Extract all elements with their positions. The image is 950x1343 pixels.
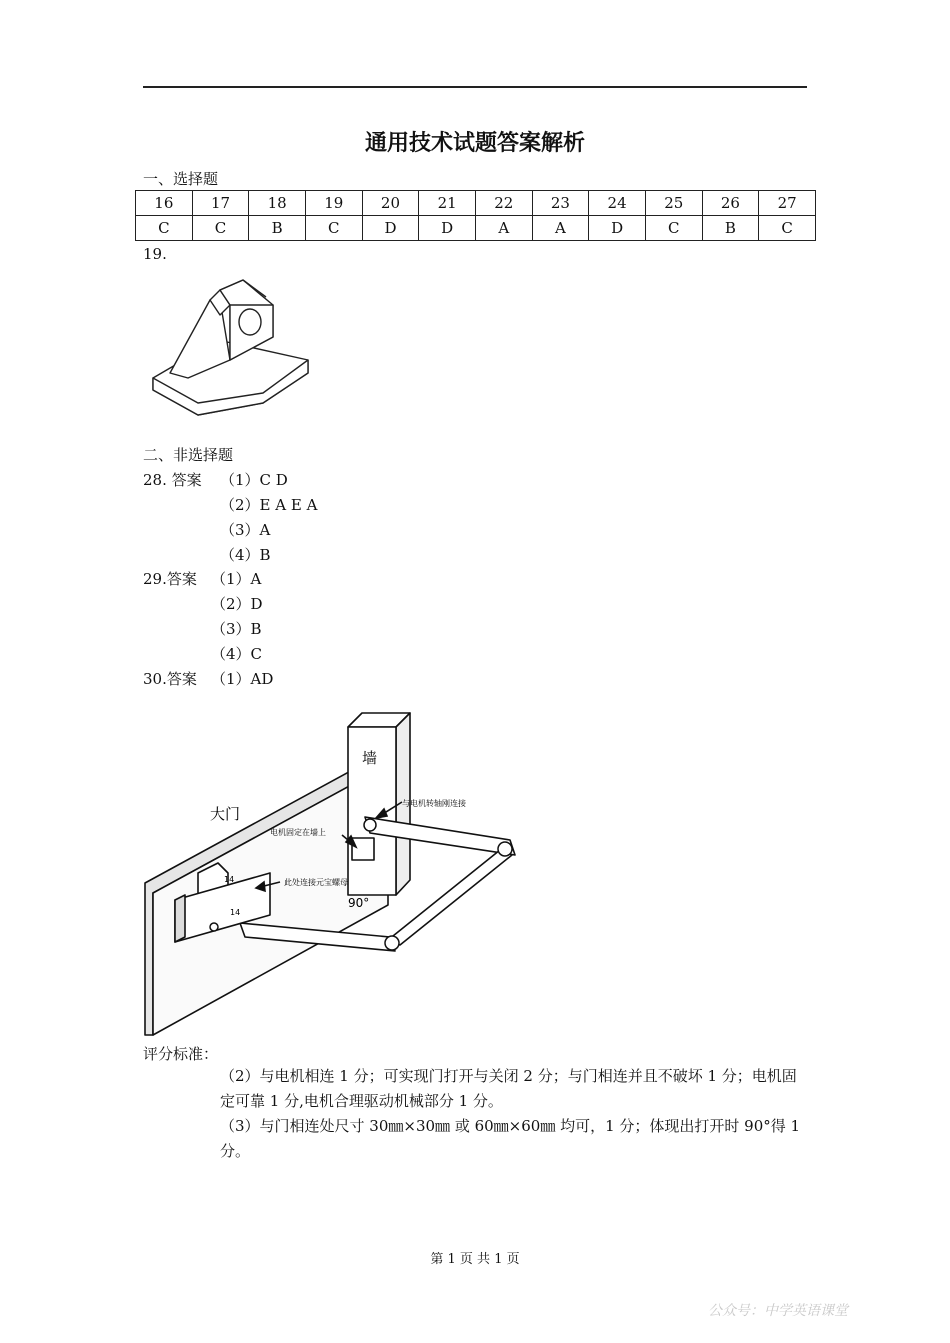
scoring-item-2: （2）与电机相连 1 分；可实现门打开与关闭 2 分；与门相连并且不破坏 1 分；电机固定可靠 1 分,电机合理驱动机械部分 1 分。: [220, 1067, 797, 1110]
door-label: 大门: [210, 805, 241, 823]
nut-note: 此处连接元宝螺母: [284, 878, 348, 887]
question-number: 18: [249, 191, 306, 216]
question-number: 27: [759, 191, 816, 216]
q30-answer-1: （1）AD: [211, 670, 274, 688]
motor-note: 电机固定在墙上: [270, 828, 326, 837]
question-number-row: [136, 191, 816, 216]
question-number: 26: [702, 191, 759, 216]
answer-cell: C: [136, 216, 193, 241]
pivot-joint-right: [498, 842, 512, 856]
q28-answer-3: （3）A: [220, 521, 271, 539]
dimension-label-b: 14: [230, 908, 241, 917]
q19-label: 19.: [143, 245, 167, 263]
answer-cell: A: [532, 216, 589, 241]
q29-answer-1: （1）A: [211, 570, 262, 588]
q29-answer-4: （4）C: [211, 645, 263, 663]
answer-cell: C: [645, 216, 702, 241]
question-number: 19: [305, 191, 362, 216]
question-number: 21: [419, 191, 476, 216]
question-number: 17: [192, 191, 249, 216]
q29-label: 29.答案: [143, 570, 197, 588]
question-number: 16: [136, 191, 193, 216]
bolt-hole: [210, 923, 218, 931]
question-number: 24: [589, 191, 646, 216]
q28-answer-1: （1）C D: [220, 471, 288, 489]
answer-cell: D: [419, 216, 476, 241]
page-title: 通用技术试题答案解析: [364, 131, 585, 156]
pivot-shaft: [364, 819, 376, 831]
q29-answer-2: （2）D: [211, 595, 263, 613]
q28-answer-4: （4）B: [220, 546, 271, 564]
answer-cell: B: [249, 216, 306, 241]
scoring-heading: 评分标准：: [143, 1045, 219, 1063]
scoring-item-3: （3）与门相连处尺寸 30㎜×30㎜ 或 60㎜×60㎜ 均可，1 分；体现出打开时 90°得 1 分。: [220, 1117, 801, 1160]
watermark-text: 公众号：中学英语课堂: [708, 1303, 848, 1319]
q28-label: 28. 答案: [143, 471, 202, 489]
q19-isometric-drawing: [148, 275, 318, 420]
shaft-note: 与电机转轴刚连接: [402, 799, 466, 808]
pivot-joint-lower: [385, 936, 399, 950]
answer-cell: C: [759, 216, 816, 241]
angle-label: 90°: [348, 896, 370, 910]
bracket-edge: [175, 895, 185, 942]
header-rule: [143, 86, 807, 88]
answer-table: [135, 190, 816, 241]
answer-cell: C: [305, 216, 362, 241]
q30-label: 30.答案: [143, 670, 197, 688]
question-number: 20: [362, 191, 419, 216]
answer-cell: C: [192, 216, 249, 241]
section1-heading: 一、选择题: [143, 170, 219, 188]
answer-cell: B: [702, 216, 759, 241]
answer-cell: D: [589, 216, 646, 241]
q29-answer-3: （3）B: [211, 620, 262, 638]
question-number: 22: [475, 191, 532, 216]
answer-cell: A: [475, 216, 532, 241]
question-number: 23: [532, 191, 589, 216]
motor-block: [352, 838, 374, 860]
answer-row: [136, 216, 816, 241]
dimension-label-a: 14: [224, 875, 235, 884]
lug-hole: [239, 309, 261, 335]
question-number: 25: [645, 191, 702, 216]
page-footer: 第 1 页 共 1 页: [430, 1252, 520, 1267]
section2-heading: 二、非选择题: [143, 446, 234, 464]
answer-cell: D: [362, 216, 419, 241]
q28-answer-2: （2）E A E A: [220, 496, 318, 514]
q30-mechanism-drawing: [140, 705, 530, 1035]
wall-label: 墙: [362, 749, 378, 767]
